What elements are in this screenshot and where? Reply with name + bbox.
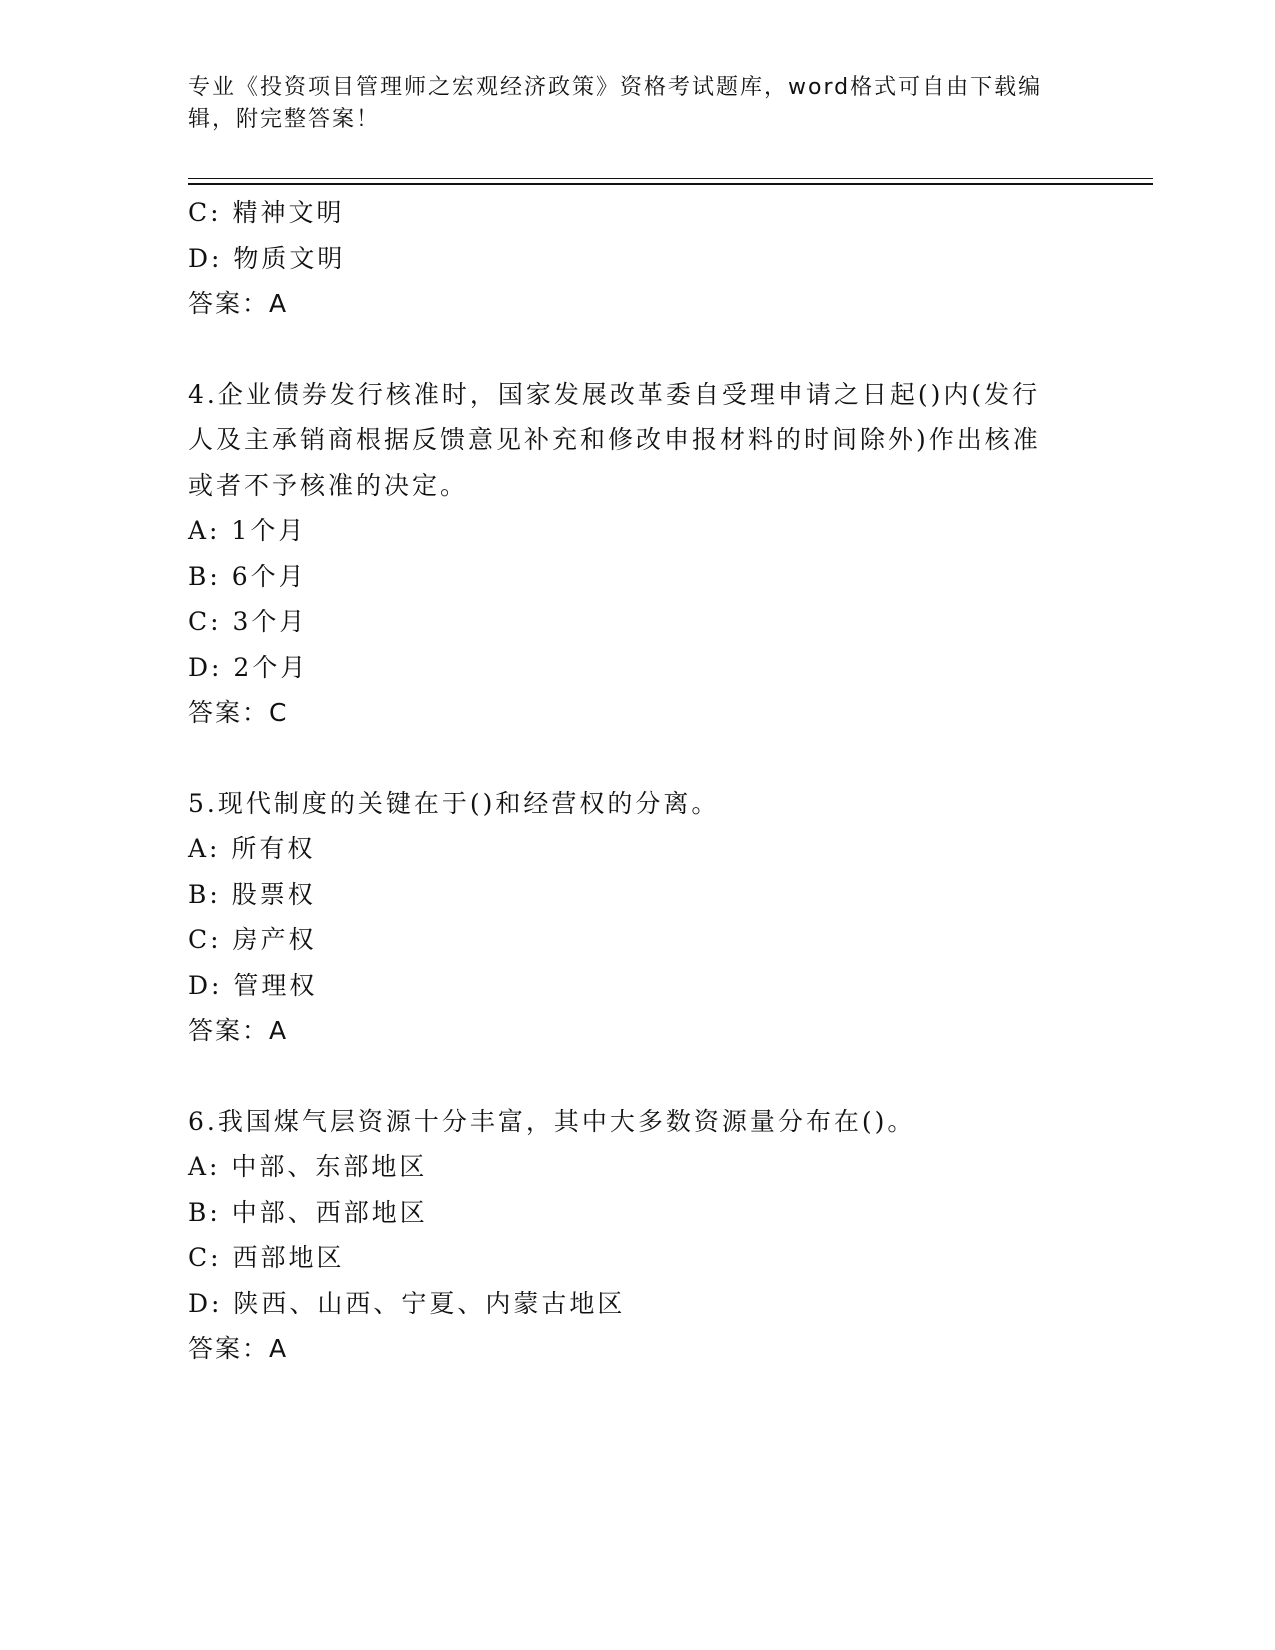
option-c: C: 3个月 — [188, 607, 308, 636]
header-divider-thick — [188, 183, 1153, 185]
option-b: B: 6个月 — [188, 561, 307, 591]
header-line-1: 专业《投资项目管理师之宏观经济政策》资格考试题库，word格式可自由下载编 — [188, 75, 1043, 100]
question-stem-line: 6.我国煤气层资源十分丰富，其中大多数资源量分布在()。 — [188, 1106, 916, 1136]
option-a: A: 中部、东部地区 — [188, 1152, 428, 1181]
option-c: C: 西部地区 — [188, 1243, 345, 1272]
option-c: C: 精神文明 — [188, 198, 345, 227]
option-a: A: 所有权 — [188, 834, 316, 863]
option-c: C: 房产权 — [188, 925, 317, 954]
answer-line: 答案：A — [188, 289, 289, 318]
option-b: B: 股票权 — [188, 879, 316, 909]
answer-line: 答案：A — [188, 1016, 289, 1045]
prev-question-block — [188, 190, 1088, 327]
question-block-4 — [188, 372, 1088, 736]
question-block-6 — [188, 1099, 1088, 1372]
question-stem-line: 人及主承销商根据反馈意见补充和修改申报材料的时间除外)作出核准 — [188, 425, 1041, 454]
option-d: D: 管理权 — [188, 970, 318, 1000]
header-divider-thin — [188, 178, 1153, 179]
answer-line: 答案：C — [188, 698, 289, 727]
question-stem-line: 5.现代制度的关键在于()和经营权的分离。 — [188, 788, 720, 818]
option-a: A: 1个月 — [188, 516, 307, 545]
option-d: D: 陕西、山西、宁夏、内蒙古地区 — [188, 1288, 626, 1318]
document-header — [188, 72, 1068, 136]
answer-line: 答案：A — [188, 1334, 289, 1363]
option-b: B: 中部、西部地区 — [188, 1197, 428, 1227]
question-block-5 — [188, 781, 1088, 1054]
question-content — [188, 190, 1088, 1372]
option-d: D: 物质文明 — [188, 243, 346, 273]
header-line-2: 辑，附完整答案！ — [188, 107, 381, 132]
question-stem-line: 或者不予核准的决定。 — [188, 470, 469, 500]
option-d: D: 2个月 — [188, 652, 309, 682]
question-stem-line: 4.企业债券发行核准时，国家发展改革委自受理申请之日起()内(发行 — [188, 379, 1041, 409]
